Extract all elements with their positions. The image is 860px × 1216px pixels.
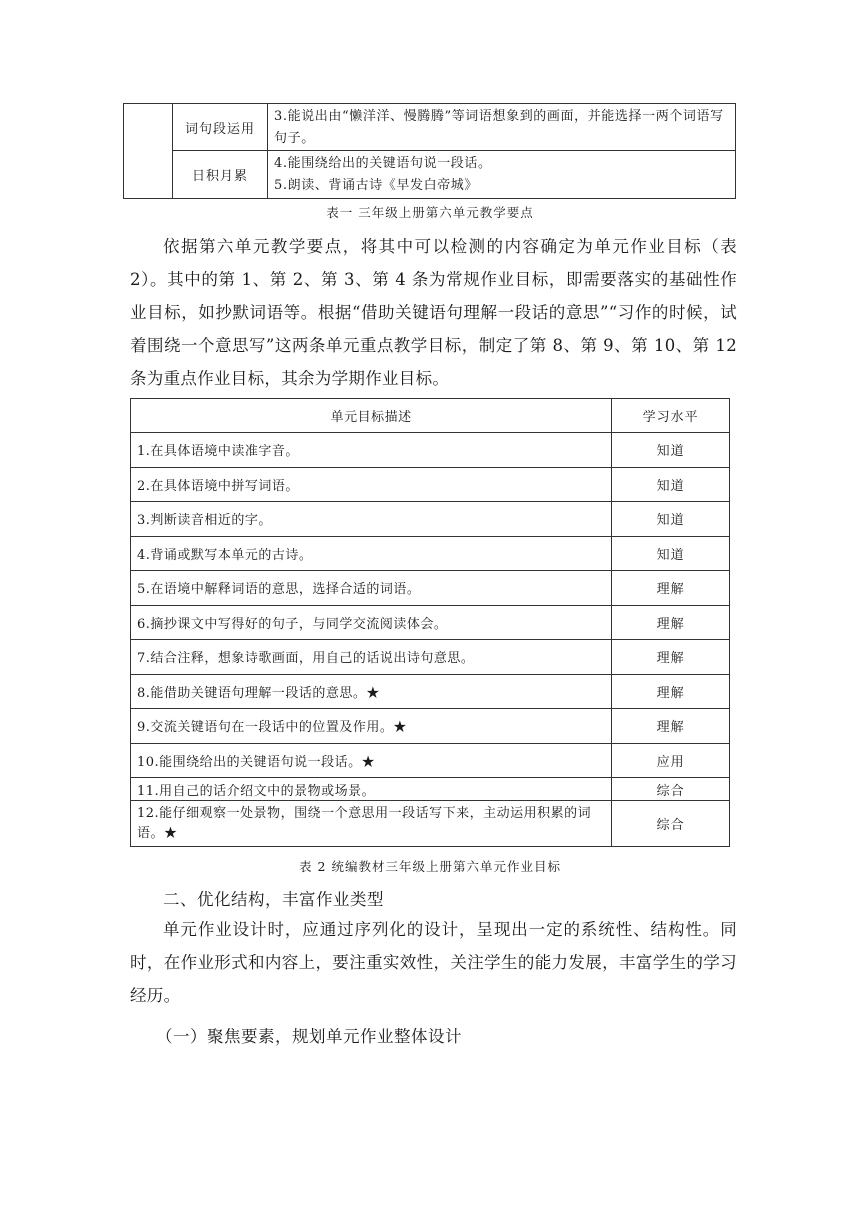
content-cell [268,104,736,151]
header-level: 学习水平 [612,399,730,433]
goal-level: 知道 [612,433,730,468]
goal-level: 知道 [612,502,730,537]
content-cell [268,151,736,199]
table-row [131,674,730,709]
table-row [131,502,730,537]
goal-level: 综合 [612,778,730,801]
category-cell: 词句段运用 [173,104,268,151]
table-row [131,605,730,640]
table-row [131,536,730,571]
goal-level: 理解 [612,674,730,709]
table-row [131,640,730,675]
subsection-heading: （一）聚焦要素，规划单元作业整体设计 [156,1027,462,1046]
table-row [131,467,730,502]
goal-description: 2.在具体语境中拼写词语。 [131,467,612,502]
table-row [131,743,730,778]
header-description: 单元目标描述 [131,399,612,433]
goal-description: 3.判断读音相近的字。 [131,502,612,537]
goal-level: 知道 [612,467,730,502]
goal-level: 理解 [612,709,730,744]
category-cell: 日积月累 [173,151,268,199]
goal-description: 8.能借助关键语句理解一段话的意思。★ [131,674,612,709]
table-row [131,571,730,606]
table-row [131,801,730,847]
table-row [131,433,730,468]
goal-level: 综合 [612,801,730,847]
section-heading: 二、优化结构，丰富作业类型 [163,890,384,909]
goal-level: 应用 [612,743,730,778]
teaching-points-table [123,103,736,199]
content-line: 4.能围绕给出的关键语句说一段话。 [274,156,492,171]
goal-description: 10.能围绕给出的关键语句说一段话。★ [131,743,612,778]
body-paragraph: 单元作业设计时，应通过序列化的设计，呈现出一定的系统性、结构性。同时，在作业形式和内容上，要注重实效性，关注学生的能力发展，丰富学生的学习经历。 [130,920,737,1005]
content-line: 5.朗读、背诵古诗《早发白帝城》 [274,178,479,193]
body-paragraph: 依据第六单元教学要点，将其中可以检测的内容确定为单元作业目标（表 2）。其中的第 1、第 2、第 3、第 4 条为常规作业目标，即需要落实的基础性作业目标，如抄默词语等。根据“借助关键语句理解一段话的意思”“习作的时候，试着围绕一个意思写”这两条单元重点教学目标，制定了第 8、第 9、第 10、第 12 条为重点作业目标，其余为学期作业目标。 [130,237,737,388]
empty-cell [124,104,173,199]
goal-description: 4.背诵或默写本单元的古诗。 [131,536,612,571]
unit-goals-table [130,398,730,847]
goal-description: 1.在具体语境中读准字音。 [131,433,612,468]
goal-description: 6.摘抄课文中写得好的句子，与同学交流阅读体会。 [131,605,612,640]
goal-description: 12.能仔细观察一处景物，围绕一个意思用一段话写下来，主动运用积累的词语。★ [131,801,612,847]
goal-level: 理解 [612,640,730,675]
goal-level: 理解 [612,571,730,606]
goal-level: 理解 [612,605,730,640]
goal-description: 5.在语境中解释词语的意思，选择合适的词语。 [131,571,612,606]
table-row [131,778,730,801]
content-line: 3.能说出由“懒洋洋、慢腾腾”等词语想象到的画面，并能选择一两个词语写句子。 [274,109,724,146]
table-row [131,709,730,744]
goal-description: 9.交流关键语句在一段话中的位置及作用。★ [131,709,612,744]
goal-description: 7.结合注释，想象诗歌画面，用自己的话说出诗句意思。 [131,640,612,675]
table2-caption: 表 2 统编教材三年级上册第六单元作业目标 [299,859,561,874]
goal-level: 知道 [612,536,730,571]
table1-caption: 表一 三年级上册第六单元教学要点 [326,205,534,220]
goal-description: 11.用自己的话介绍文中的景物或场景。 [131,778,612,801]
